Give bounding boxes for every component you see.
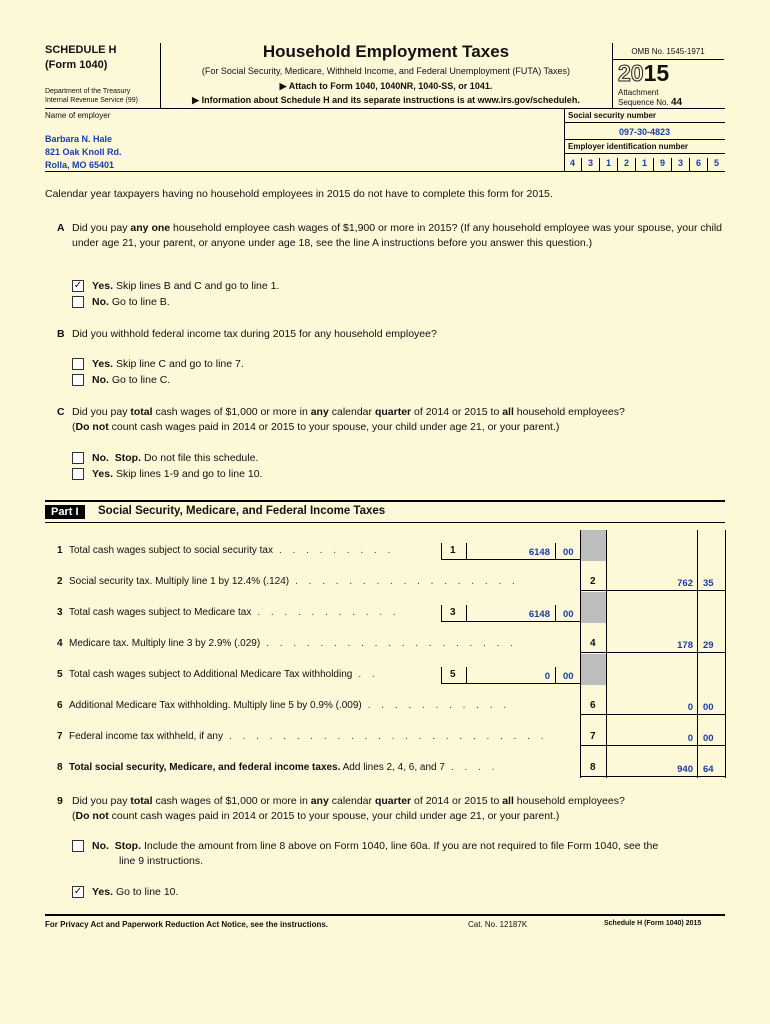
question-b-no-checkbox[interactable]: [72, 374, 84, 386]
question-c-letter: C: [57, 406, 65, 418]
line-6-cents[interactable]: 00: [703, 702, 714, 713]
line-7-amount[interactable]: 0: [687, 733, 693, 744]
line-1-cents[interactable]: 00: [563, 547, 574, 558]
ein-digit[interactable]: 1: [599, 158, 617, 171]
question-a-letter: A: [57, 222, 65, 234]
line-2-cents[interactable]: 35: [703, 578, 714, 589]
part1-title: Social Security, Medicare, and Federal Income Taxes: [98, 505, 386, 517]
line-3-cents[interactable]: 00: [563, 609, 574, 620]
line-4-box-number: 4: [590, 638, 596, 649]
question-c-no[interactable]: No. Stop. Do not file this schedule.: [72, 452, 258, 464]
question-a-no-checkbox[interactable]: [72, 296, 84, 308]
question-c-text: Did you pay total cash wages of $1,000 or more in any calendar quarter of 2014 or 2015 to all household employees? (Do not count cash wages paid in 2014 or 2015 to your spouse, your child under age 21, or your parent.): [72, 406, 625, 433]
question-a-yes-checkbox[interactable]: ✓: [73, 280, 83, 292]
question-b-text: Did you withhold federal income tax during 2015 for any household employee?: [72, 328, 437, 340]
line-6-label: 6 Additional Medicare Tax withholding. Multiply line 5 by 0.9% (.009) . . . . . . . . . . .: [57, 700, 511, 711]
line-6-box-number: 6: [590, 700, 596, 711]
line-1-label: 1 Total cash wages subject to social security tax . . . . . . . . .: [57, 545, 395, 556]
question-c-yes[interactable]: Yes. Skip lines 1-9 and go to line 10.: [72, 468, 262, 480]
line-2-box-number: 2: [590, 576, 596, 587]
line-8-box-number: 8: [590, 762, 596, 773]
line-5-cents[interactable]: 00: [563, 671, 574, 682]
irs-label: Internal Revenue Service (99): [45, 97, 138, 104]
line-5-amount[interactable]: 0: [544, 671, 550, 682]
omb-number: OMB No. 1545-1971: [631, 47, 705, 56]
question-a-no[interactable]: No. Go to line B.: [72, 296, 170, 308]
employer-city[interactable]: Rolla, MO 65401: [45, 160, 115, 170]
question-c-no-checkbox[interactable]: [72, 452, 84, 464]
schedule-label: SCHEDULE H: [45, 44, 117, 56]
footer-form-name: Schedule H (Form 1040) 2015: [604, 920, 702, 927]
question-9-number: 9: [57, 795, 63, 807]
question-9-no[interactable]: No. Stop. Include the amount from line 8 above on Form 1040, line 60a. If you are not required to file Form 1040, see the line 9 instructions.: [72, 839, 722, 869]
question-b-yes[interactable]: Yes. Skip line C and go to line 7.: [72, 358, 244, 370]
form-subtitle: (For Social Security, Medicare, Withheld Income, and Federal Unemployment (FUTA) Taxes): [201, 66, 571, 76]
question-9-yes-checkbox[interactable]: ✓: [73, 886, 83, 898]
form-number: (Form 1040): [45, 59, 108, 71]
ssn-value[interactable]: 097-30-4823: [618, 127, 671, 137]
question-9-text: Did you pay total cash wages of $1,000 or more in any calendar quarter of 2014 or 2015 to all household employees? (Do not count cash wages paid in 2014 or 2015 to your spouse, your child under age 21, or your parent.): [72, 795, 625, 822]
ein-digit[interactable]: 5: [707, 158, 725, 171]
line-5-box-number: 5: [450, 669, 456, 680]
question-b-letter: B: [57, 328, 65, 340]
ein-digit[interactable]: 4: [569, 158, 575, 168]
ein-digit[interactable]: 6: [689, 158, 707, 171]
line-7-label: 7 Federal income tax withheld, if any . . . . . . . . . . . . . . . . . . . . . . . .: [57, 731, 548, 742]
line-2-amount[interactable]: 762: [677, 578, 693, 589]
question-b-no[interactable]: No. Go to line C.: [72, 374, 170, 386]
intro-text: Calendar year taxpayers having no household employees in 2015 do not have to complete this form for 2015.: [45, 188, 553, 200]
tax-year: 2015: [618, 60, 670, 86]
line-4-amount[interactable]: 178: [677, 640, 693, 651]
line-3-amount[interactable]: 6148: [528, 609, 550, 620]
ein-digit[interactable]: 3: [671, 158, 689, 171]
question-a-yes[interactable]: ✓ Yes. Skip lines B and C and go to line 1.: [73, 280, 280, 292]
line-4-label: 4 Medicare tax. Multiply line 3 by 2.9% (.029) . . . . . . . . . . . . . . . . . . .: [57, 638, 518, 649]
question-9-no-checkbox[interactable]: [72, 840, 84, 852]
catalog-number: Cat. No. 12187K: [468, 920, 528, 929]
question-c-yes-checkbox[interactable]: [72, 468, 84, 480]
line-3-box-number: 3: [450, 607, 456, 618]
ein-digit[interactable]: 3: [581, 158, 599, 171]
attach-note: ▶ Attach to Form 1040, 1040NR, 1040-SS, or 1041.: [279, 81, 493, 91]
ein-digit[interactable]: 2: [617, 158, 635, 171]
employer-name[interactable]: Barbara N. Hale: [45, 134, 113, 144]
question-b-yes-checkbox[interactable]: [72, 358, 84, 370]
line-8-label: 8 Total social security, Medicare, and federal income taxes. Add lines 2, 4, 6, and 7 . . . .: [57, 762, 499, 773]
form-title: Household Employment Taxes: [262, 42, 510, 61]
dept-label: Department of the Treasury: [45, 88, 131, 95]
line-6-amount[interactable]: 0: [687, 702, 693, 713]
line-3-label: 3 Total cash wages subject to Medicare tax . . . . . . . . . . .: [57, 607, 400, 618]
info-note: ▶ Information about Schedule H and its separate instructions is at www.irs.gov/scheduleh.: [192, 95, 580, 105]
ein-label: Employer identification number: [568, 142, 689, 151]
question-a-text: Did you pay any one household employee cash wages of $1,900 or more in 2015? (If any household employee was your spouse, your child under age 21, your parent, or anyone under age 18, see the line A instructions before you answer this question.): [72, 222, 722, 249]
employer-name-label: Name of employer: [45, 111, 111, 120]
ssn-label: Social security number: [568, 111, 657, 120]
line-8-amount[interactable]: 940: [677, 764, 693, 775]
employer-address[interactable]: 821 Oak Knoll Rd.: [45, 147, 122, 157]
line-4-cents[interactable]: 29: [703, 640, 714, 651]
privacy-notice: For Privacy Act and Paperwork Reduction Act Notice, see the instructions.: [45, 920, 329, 929]
line-7-cents[interactable]: 00: [703, 733, 714, 744]
line-1-amount[interactable]: 6148: [528, 547, 550, 558]
line-5-label: 5 Total cash wages subject to Additional Medicare Tax withholding . .: [57, 669, 379, 680]
ein-digit[interactable]: 1: [635, 158, 653, 171]
ein-digits[interactable]: [564, 158, 725, 171]
line-1-box-number: 1: [450, 545, 456, 556]
attachment-label: Attachment: [618, 88, 659, 97]
line-2-label: 2 Social security tax. Multiply line 1 by 12.4% (.124) . . . . . . . . . . . . . . . . .: [57, 576, 519, 587]
part1-tag: Part I: [45, 505, 85, 519]
ein-digit[interactable]: 9: [653, 158, 671, 171]
line-7-box-number: 7: [590, 731, 596, 742]
line-8-cents[interactable]: 64: [703, 764, 714, 775]
sequence-label: Sequence No. 44: [618, 97, 683, 108]
question-9-yes[interactable]: ✓ Yes. Go to line 10.: [73, 886, 179, 898]
